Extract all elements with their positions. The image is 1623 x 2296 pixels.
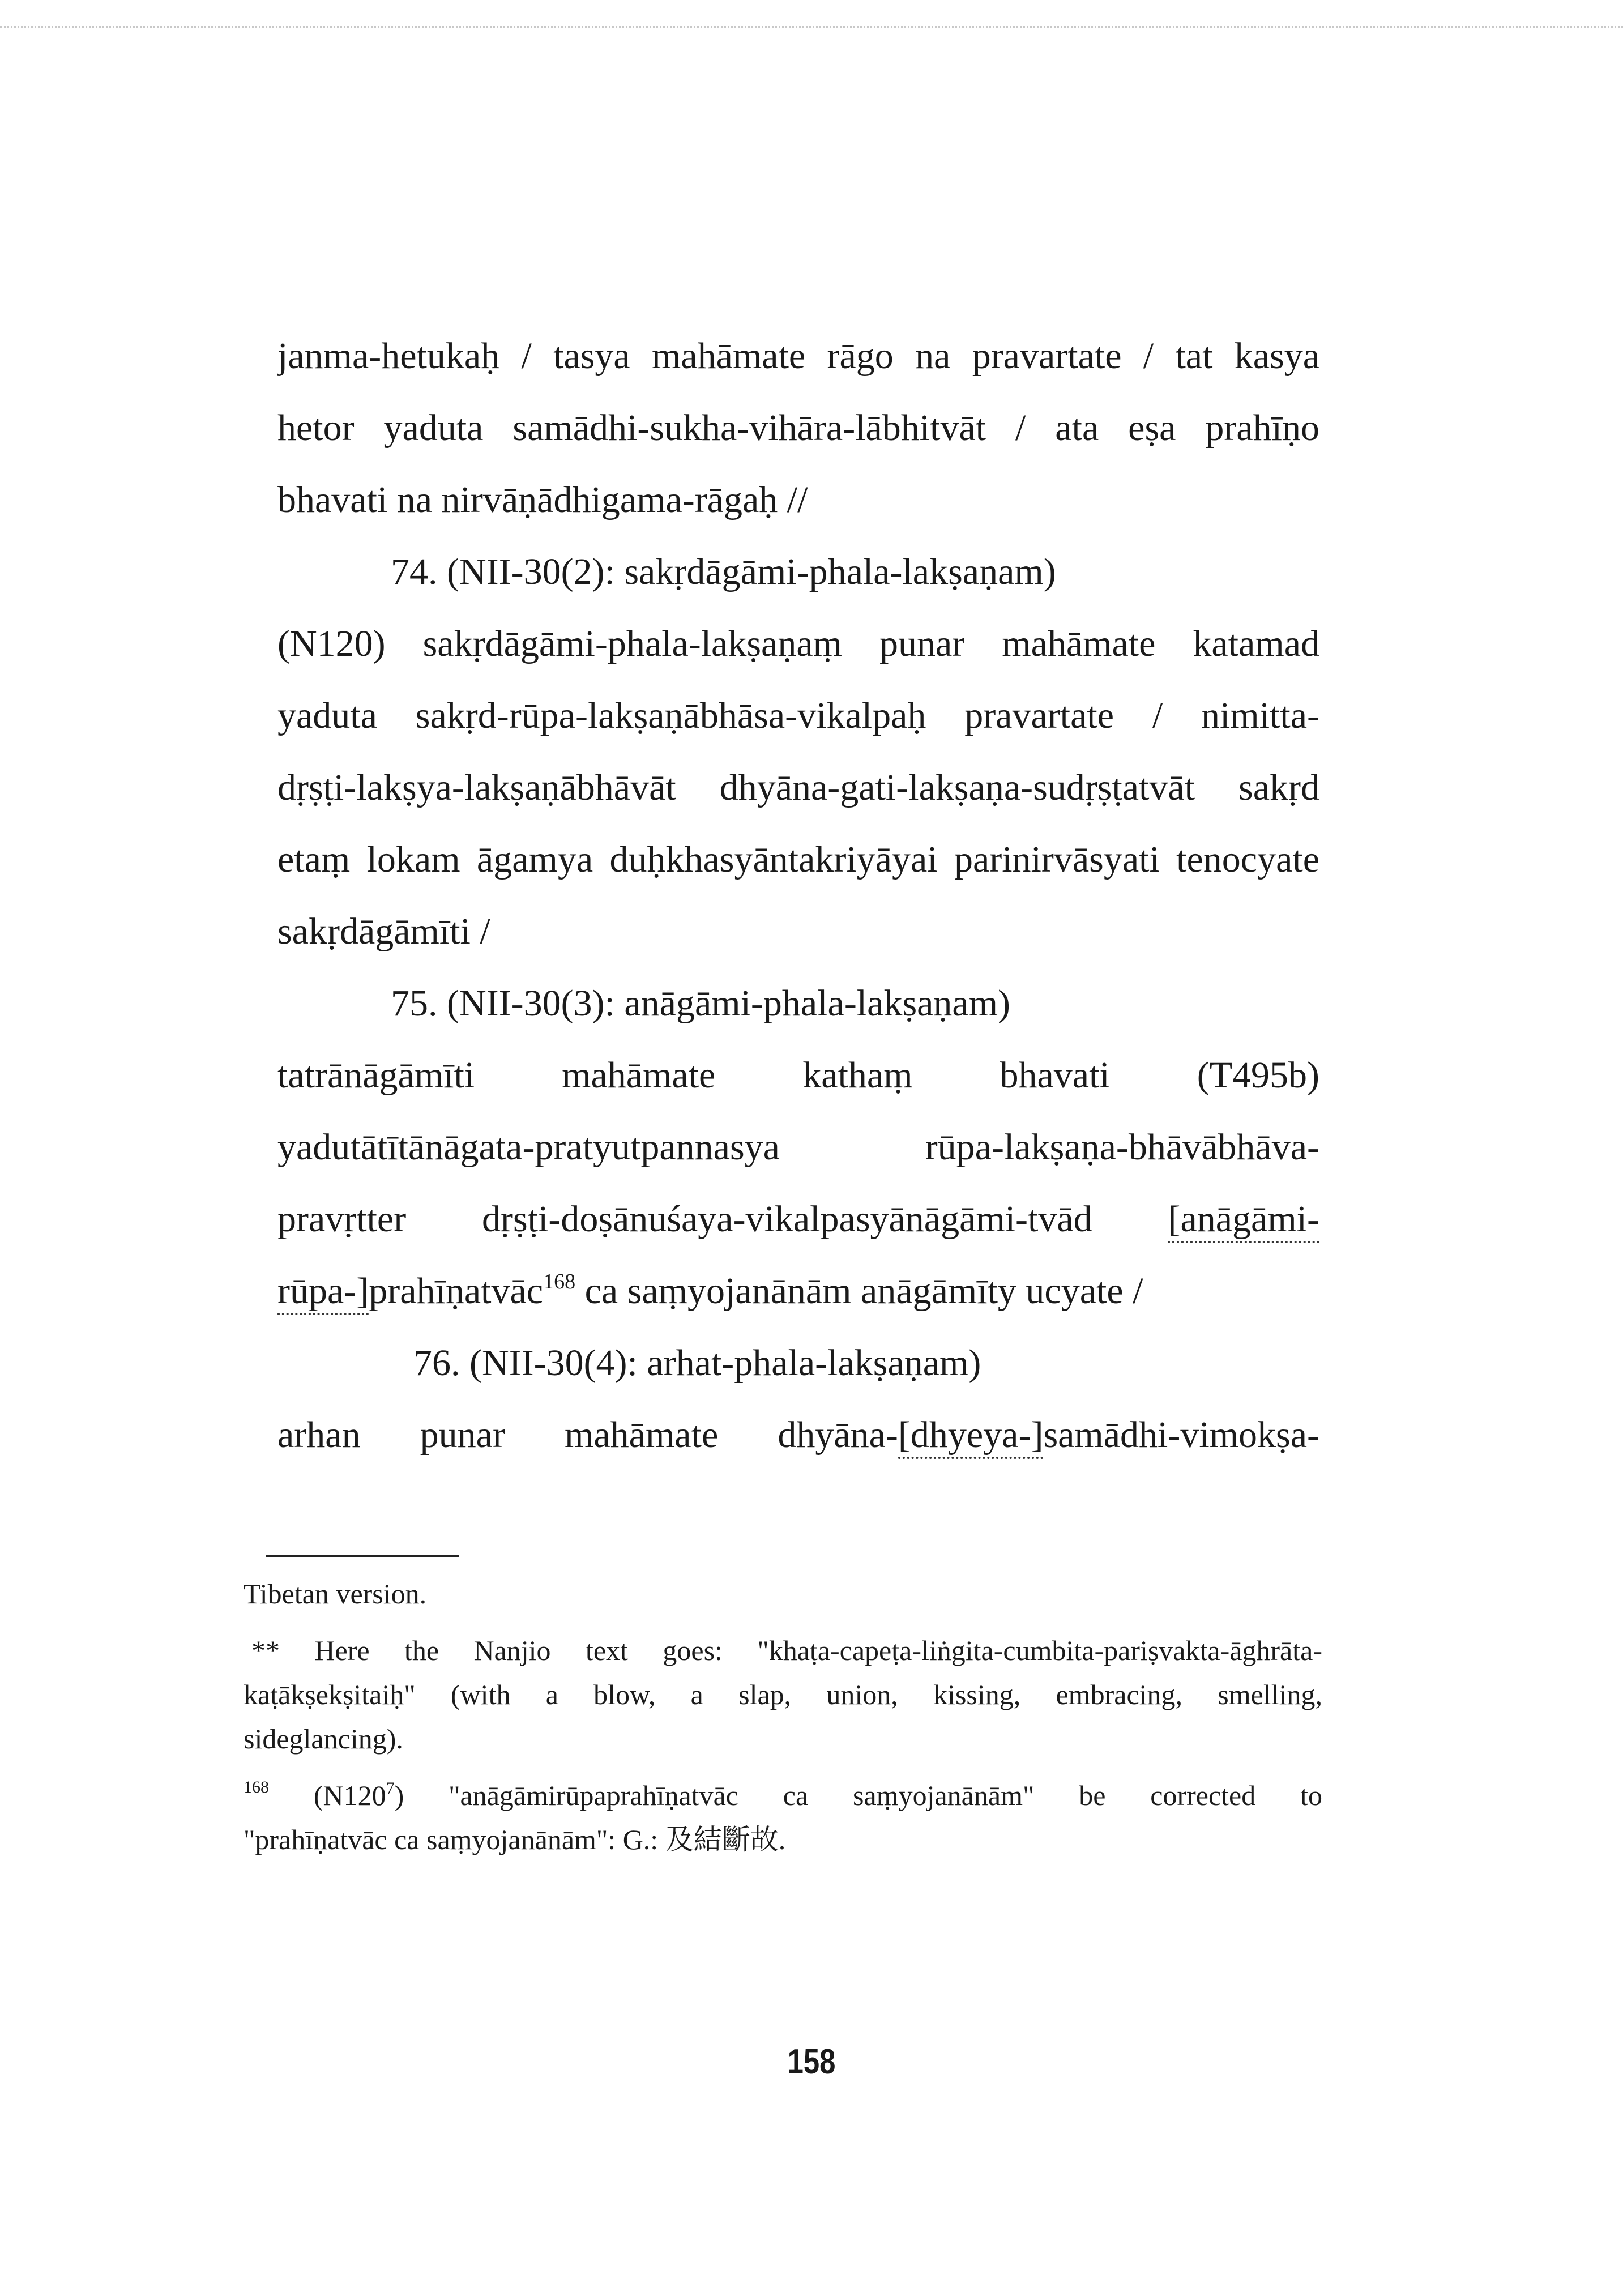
text-segment: ca saṃyojanānām anāgāmīty ucyate / xyxy=(584,1270,1143,1312)
footnote-superscript: 7 xyxy=(386,1779,395,1798)
text-line: yaduta sakṛd-rūpa-lakṣaṇābhāsa-vikalpaḥ pravartate / nimitta- xyxy=(277,695,1319,736)
section-heading-74: 74. (NII-30(2): sakṛdāgāmi-phala-lakṣaṇam) xyxy=(391,551,1056,592)
footnote-nanjio-line: kaṭākṣekṣitaiḥ" (with a blow, a slap, union, kissing, embracing, smelling, xyxy=(244,1679,1322,1710)
text-line: yadutātītānāgata-pratyutpannasya rūpa-lakṣaṇa-bhāvābhāva- xyxy=(277,1126,1319,1168)
text-segment: arhan punar mahāmate dhyāna- xyxy=(277,1414,898,1456)
section-heading-75: 75. (NII-30(3): anāgāmi-phala-lakṣaṇam) xyxy=(391,983,1011,1024)
footnotes xyxy=(244,1572,1322,1862)
page-number: 158 xyxy=(787,2042,836,2081)
main-text xyxy=(277,320,1319,1471)
text-line: bhavati na nirvāṇādhigama-rāgaḥ // xyxy=(277,479,808,520)
text-line xyxy=(277,1399,1319,1471)
footnote-nanjio-line: sideglancing). xyxy=(244,1723,403,1755)
emendation-dhyeya: [dhyeya-] xyxy=(898,1414,1044,1459)
scan-top-edge xyxy=(0,26,1623,28)
text-line: etaṃ lokam āgamya duḥkhasyāntakriyāyai parinirvāsyati tenocyate xyxy=(277,839,1319,880)
text-segment: pravṛtter dṛṣṭi-doṣānuśaya-vikalpasyānāgāmi-tvād xyxy=(277,1198,1092,1240)
footnote-ref-168[interactable]: 168 xyxy=(543,1270,576,1294)
text-segment: samādhi-vimokṣa- xyxy=(1043,1414,1319,1456)
section-heading-76: 76. (NII-30(4): arhat-phala-lakṣaṇam) xyxy=(413,1342,981,1384)
footnote-168-line xyxy=(244,1773,1322,1817)
text-line xyxy=(277,1255,1319,1327)
footnote-text: (N120 xyxy=(313,1779,386,1811)
text-segment: prahīṇatvāc xyxy=(369,1270,544,1312)
text-line: (N120) sakṛdāgāmi-phala-lakṣaṇaṃ punar mahāmate katamad xyxy=(277,623,1319,664)
footnote-nanjio-line: ** Here the Nanjio text goes: "khaṭa-capeṭa-liṅgita-cumbita-pariṣvakta-āghrāta- xyxy=(251,1634,1322,1666)
text-line: hetor yaduta samādhi-sukha-vihāra-lābhitvāt / ata eṣa prahīṇo xyxy=(277,407,1319,449)
footnote-text: ) "anāgāmirūpaprahīṇatvāc ca saṃyojanānām" be corrected to xyxy=(394,1779,1322,1811)
emendation-anagami: [anāgāmi- xyxy=(1168,1198,1319,1243)
text-line: dṛṣṭi-lakṣya-lakṣaṇābhāvāt dhyāna-gati-lakṣaṇa-sudṛṣṭatvāt sakṛd xyxy=(277,767,1319,808)
footnote-168-line: "prahīṇatvāc ca saṃyojanānām": G.: 及結斷故. xyxy=(244,1824,786,1855)
text-line: janma-hetukaḥ / tasya mahāmate rāgo na pravartate / tat kasya xyxy=(277,335,1319,377)
footnote-number-168: 168 xyxy=(244,1778,269,1796)
text-line: tatrānāgāmīti mahāmate kathaṃ bhavati (T495b) xyxy=(277,1055,1319,1096)
emendation-rupa: rūpa-] xyxy=(277,1270,369,1315)
footnote-tibetan: Tibetan version. xyxy=(244,1578,427,1610)
footnote-rule xyxy=(266,1555,459,1557)
text-line: sakṛdāgāmīti / xyxy=(277,911,490,952)
text-line xyxy=(277,1183,1319,1255)
